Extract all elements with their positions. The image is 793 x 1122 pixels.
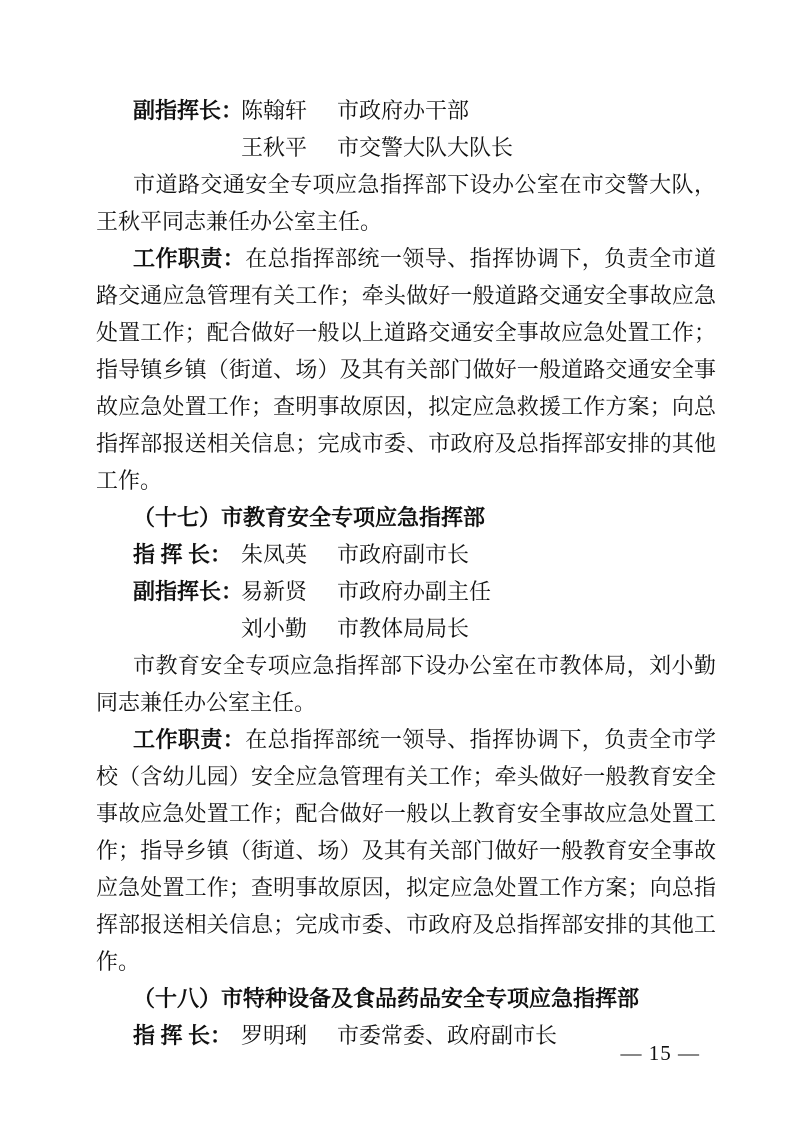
person-title: 市政府办副主任 xyxy=(337,579,492,604)
commander-label: 指 挥 长： xyxy=(133,542,233,567)
duties-label: 工作职责： xyxy=(133,246,246,271)
roster-line-deputy-2 xyxy=(96,129,716,166)
duties-text: 在总指挥部统一领导、指挥协调下，负责全市道路交通应急管理有关工作；牵头做好一般道路交通安全事故应急处置工作；配合做好一般以上道路交通安全事故应急处置工作；指导镇乡镇（街道、场）及其有关部门做好一般道路交通安全事故应急处置工作；查明事故原因，拟定应急救援工作方案；向总指挥部报送相关信息；完成市委、市政府及总指挥部安排的其他工作。 xyxy=(96,246,716,493)
person-name: 朱凤英 xyxy=(241,542,308,567)
person-name: 罗明琍 xyxy=(241,1023,308,1048)
commander-label: 指 挥 长： xyxy=(133,1023,233,1048)
section-18-heading: （十八）市特种设备及食品药品安全专项应急指挥部 xyxy=(133,986,640,1011)
roster-line-deputy-1 xyxy=(96,573,716,610)
office-location-paragraph: 市道路交通安全专项应急指挥部下设办公室在市交警大队，王秋平同志兼任办公室主任。 xyxy=(96,172,716,234)
duties-paragraph xyxy=(96,240,716,499)
person-name: 陈翰轩 xyxy=(241,98,308,123)
person-title: 市政府副市长 xyxy=(337,542,470,567)
person-title: 市委常委、政府副市长 xyxy=(337,1023,558,1048)
roster-line-deputy-2 xyxy=(96,610,716,647)
page-number: — 15 — xyxy=(620,1041,700,1065)
document-content xyxy=(96,92,716,1054)
deputy-commander-label: 副指挥长： xyxy=(133,98,244,123)
duties-paragraph xyxy=(96,721,716,980)
person-name: 刘小勤 xyxy=(241,616,308,641)
deputy-commander-label: 副指挥长： xyxy=(133,579,244,604)
duties-label: 工作职责： xyxy=(133,727,246,752)
person-title: 市交警大队大队长 xyxy=(337,135,514,160)
roster-line-commander xyxy=(96,536,716,573)
office-location-paragraph: 市教育安全专项应急指挥部下设办公室在市教体局，刘小勤同志兼任办公室主任。 xyxy=(96,653,716,715)
roster-line-deputy-1 xyxy=(96,92,716,129)
person-title: 市教体局局长 xyxy=(337,616,470,641)
person-name: 王秋平 xyxy=(241,135,308,160)
duties-text: 在总指挥部统一领导、指挥协调下，负责全市学校（含幼儿园）安全应急管理有关工作；牵头做好一般教育安全事故应急处置工作；配合做好一般以上教育安全事故应急处置工作；指导乡镇（街道、场）及其有关部门做好一般教育安全事故应急处置工作；查明事故原因，拟定应急处置工作方案；向总指挥部报送相关信息；完成市委、市政府及总指挥部安排的其他工作。 xyxy=(96,727,716,974)
person-name: 易新贤 xyxy=(241,579,308,604)
section-17-heading: （十七）市教育安全专项应急指挥部 xyxy=(133,505,486,530)
person-title: 市政府办干部 xyxy=(337,98,470,123)
